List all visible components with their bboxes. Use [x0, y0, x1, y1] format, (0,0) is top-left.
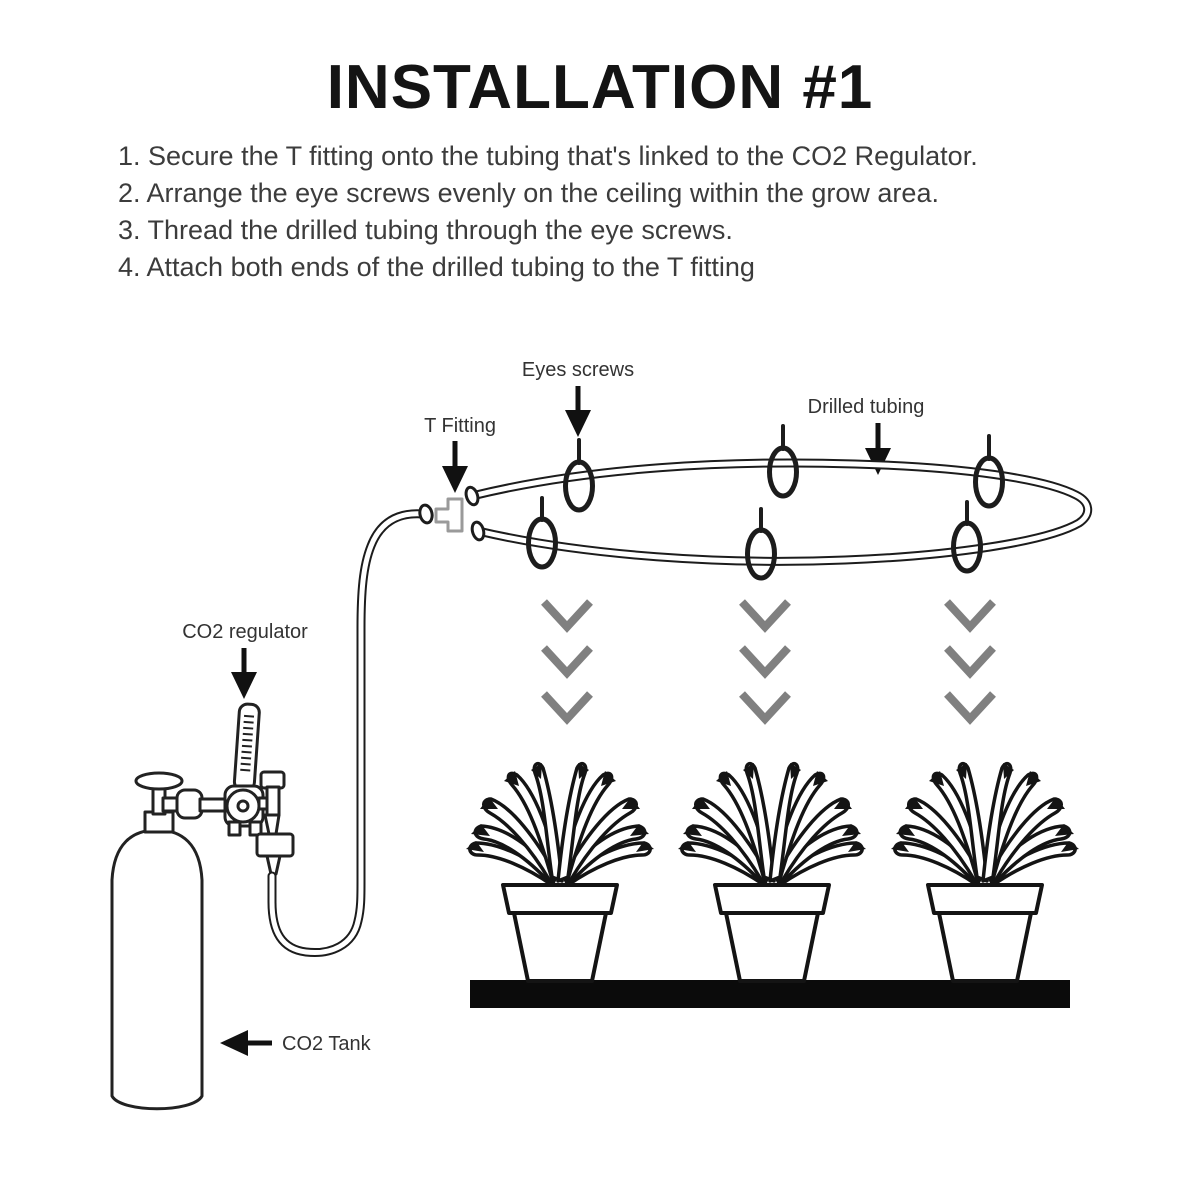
plant	[891, 763, 1079, 981]
co2-tank	[112, 812, 202, 1109]
instruction-item: 1. Secure the T fitting onto the tubing that's linked to the CO2 Regulator.	[118, 141, 978, 171]
instruction-item: 2. Arrange the eye screws evenly on the ceiling within the grow area.	[118, 178, 939, 208]
eye-screw	[954, 502, 981, 571]
bubble-counter	[257, 834, 293, 874]
co2-flow-chevron-icon	[742, 602, 788, 627]
needle-valve	[259, 772, 284, 834]
down-arrow-icon	[442, 441, 468, 493]
label-co2-regulator	[182, 621, 308, 699]
t-fitting-label: T Fitting	[424, 415, 496, 437]
plant	[466, 763, 654, 981]
co2-regulator-label: CO2 regulator	[182, 621, 308, 643]
instruction-item: 4. Attach both ends of the drilled tubing to the T fitting	[118, 252, 755, 282]
label-t-fitting	[424, 415, 496, 493]
instruction-item: 3. Thread the drilled tubing through the eye screws.	[118, 215, 733, 245]
co2-tank-label: CO2 Tank	[282, 1033, 371, 1055]
co2-flow-chevron-icon	[544, 694, 590, 719]
co2-flow-chevron-icon	[544, 648, 590, 673]
co2-flow-chevron-icon	[947, 694, 993, 719]
ground-bar	[470, 980, 1070, 1008]
co2-flow-chevron-icon	[544, 602, 590, 627]
left-arrow-icon	[220, 1030, 272, 1056]
co2-flow-chevron-icon	[947, 648, 993, 673]
regulator-nut	[177, 790, 202, 818]
eye-screw	[529, 498, 556, 567]
co2-flow-chevron-icon	[742, 694, 788, 719]
page-title: INSTALLATION #1	[326, 53, 874, 122]
eye-screw	[748, 509, 775, 578]
down-arrow-icon	[231, 648, 257, 699]
down-arrow-icon	[565, 386, 591, 437]
label-co2-tank	[220, 1030, 372, 1056]
co2-flow-chevron-icon	[947, 602, 993, 627]
co2-flow-chevron-icon	[742, 648, 788, 673]
eye-screws-label: Eyes screws	[521, 359, 635, 381]
flow-meter	[234, 704, 260, 791]
plant	[678, 763, 866, 981]
drilled-tubing-label: Drilled tubing	[807, 396, 925, 418]
valve-handle	[136, 773, 182, 789]
co2-flow-chevrons	[544, 602, 993, 719]
supply-tubing	[272, 504, 434, 953]
label-eye-screws	[522, 359, 634, 437]
t-fitting	[436, 499, 462, 531]
